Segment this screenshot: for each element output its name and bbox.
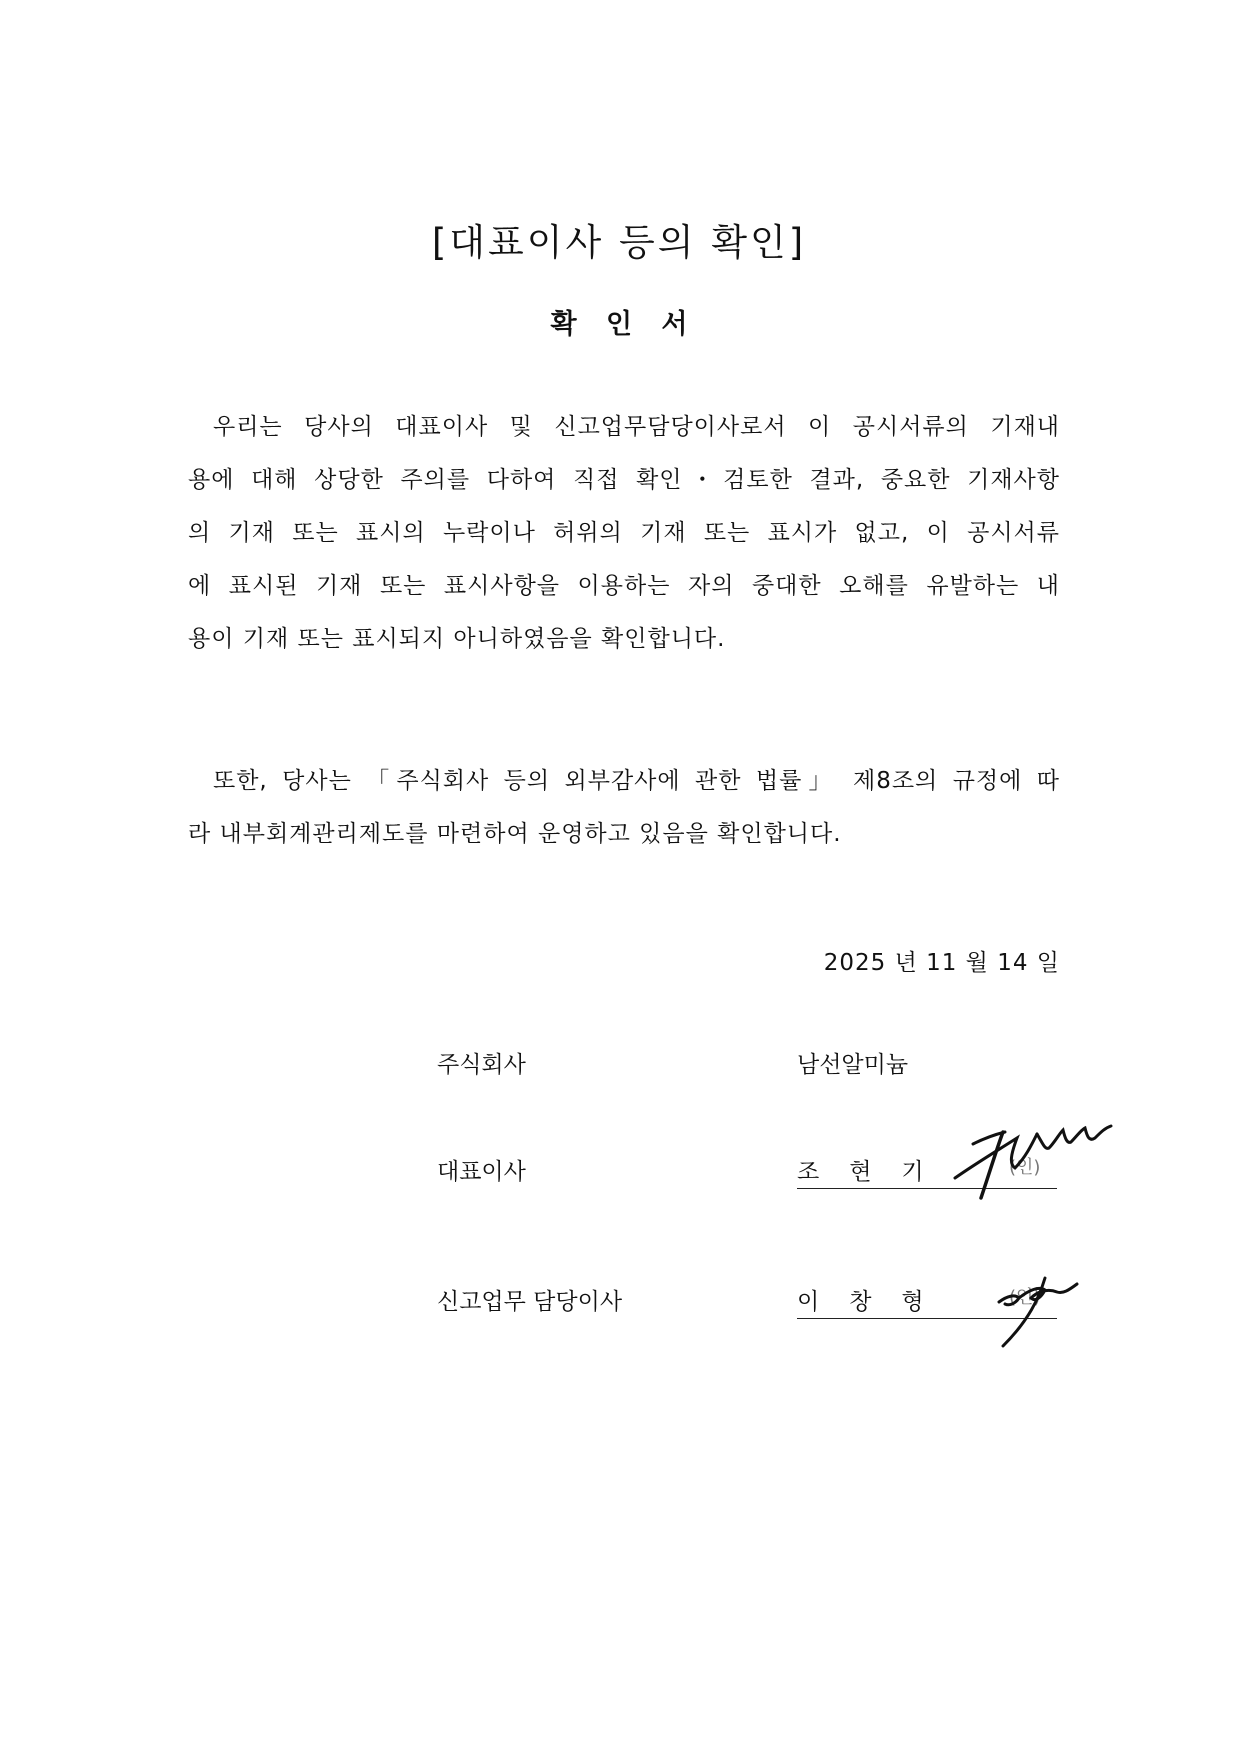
officer-handwritten-signature bbox=[985, 1268, 1095, 1358]
company-name: 남선알미늄 bbox=[797, 1052, 909, 1078]
officer-label: 신고업무 담당이사 bbox=[437, 1289, 623, 1315]
paragraph-line: 의 기재 또는 표시의 누락이나 허위의 기재 또는 표시가 없고, 이 공시서류 bbox=[188, 520, 1060, 546]
ceo-name: 조현기 bbox=[797, 1159, 954, 1185]
officer-name: 이창형 bbox=[797, 1289, 954, 1315]
paragraph-line: 우리는 당사의 대표이사 및 신고업무담당이사로서 이 공시서류의 기재내 bbox=[213, 414, 1060, 440]
ceo-handwritten-signature bbox=[945, 1108, 1125, 1208]
document-subtitle: 확 인 서 bbox=[550, 309, 688, 340]
officer-seal-mark: (인) bbox=[1009, 1287, 1041, 1308]
document-title: [대표이사 등의 확인] bbox=[431, 221, 807, 264]
ceo-label: 대표이사 bbox=[437, 1159, 526, 1185]
internal-control-paragraph bbox=[188, 755, 1060, 861]
ceo-seal-mark: (인) bbox=[1009, 1157, 1041, 1178]
confirmation-paragraph bbox=[188, 401, 1060, 666]
company-label: 주식회사 bbox=[437, 1052, 526, 1078]
document-date: 2025 년 11 월 14 일 bbox=[823, 950, 1060, 976]
paragraph-line: 용에 대해 상당한 주의를 다하여 직접 확인・검토한 결과, 중요한 기재사항 bbox=[188, 467, 1060, 493]
paragraph-line: 용이 기재 또는 표시되지 아니하였음을 확인합니다. bbox=[188, 626, 726, 652]
paragraph-line: 라 내부회계관리제도를 마련하여 운영하고 있음을 확인합니다. bbox=[188, 821, 842, 847]
paragraph-line: 또한, 당사는 「주식회사 등의 외부감사에 관한 법률」 제8조의 규정에 따 bbox=[213, 768, 1060, 794]
paragraph-line: 에 표시된 기재 또는 표시사항을 이용하는 자의 중대한 오해를 유발하는 내 bbox=[188, 573, 1060, 599]
